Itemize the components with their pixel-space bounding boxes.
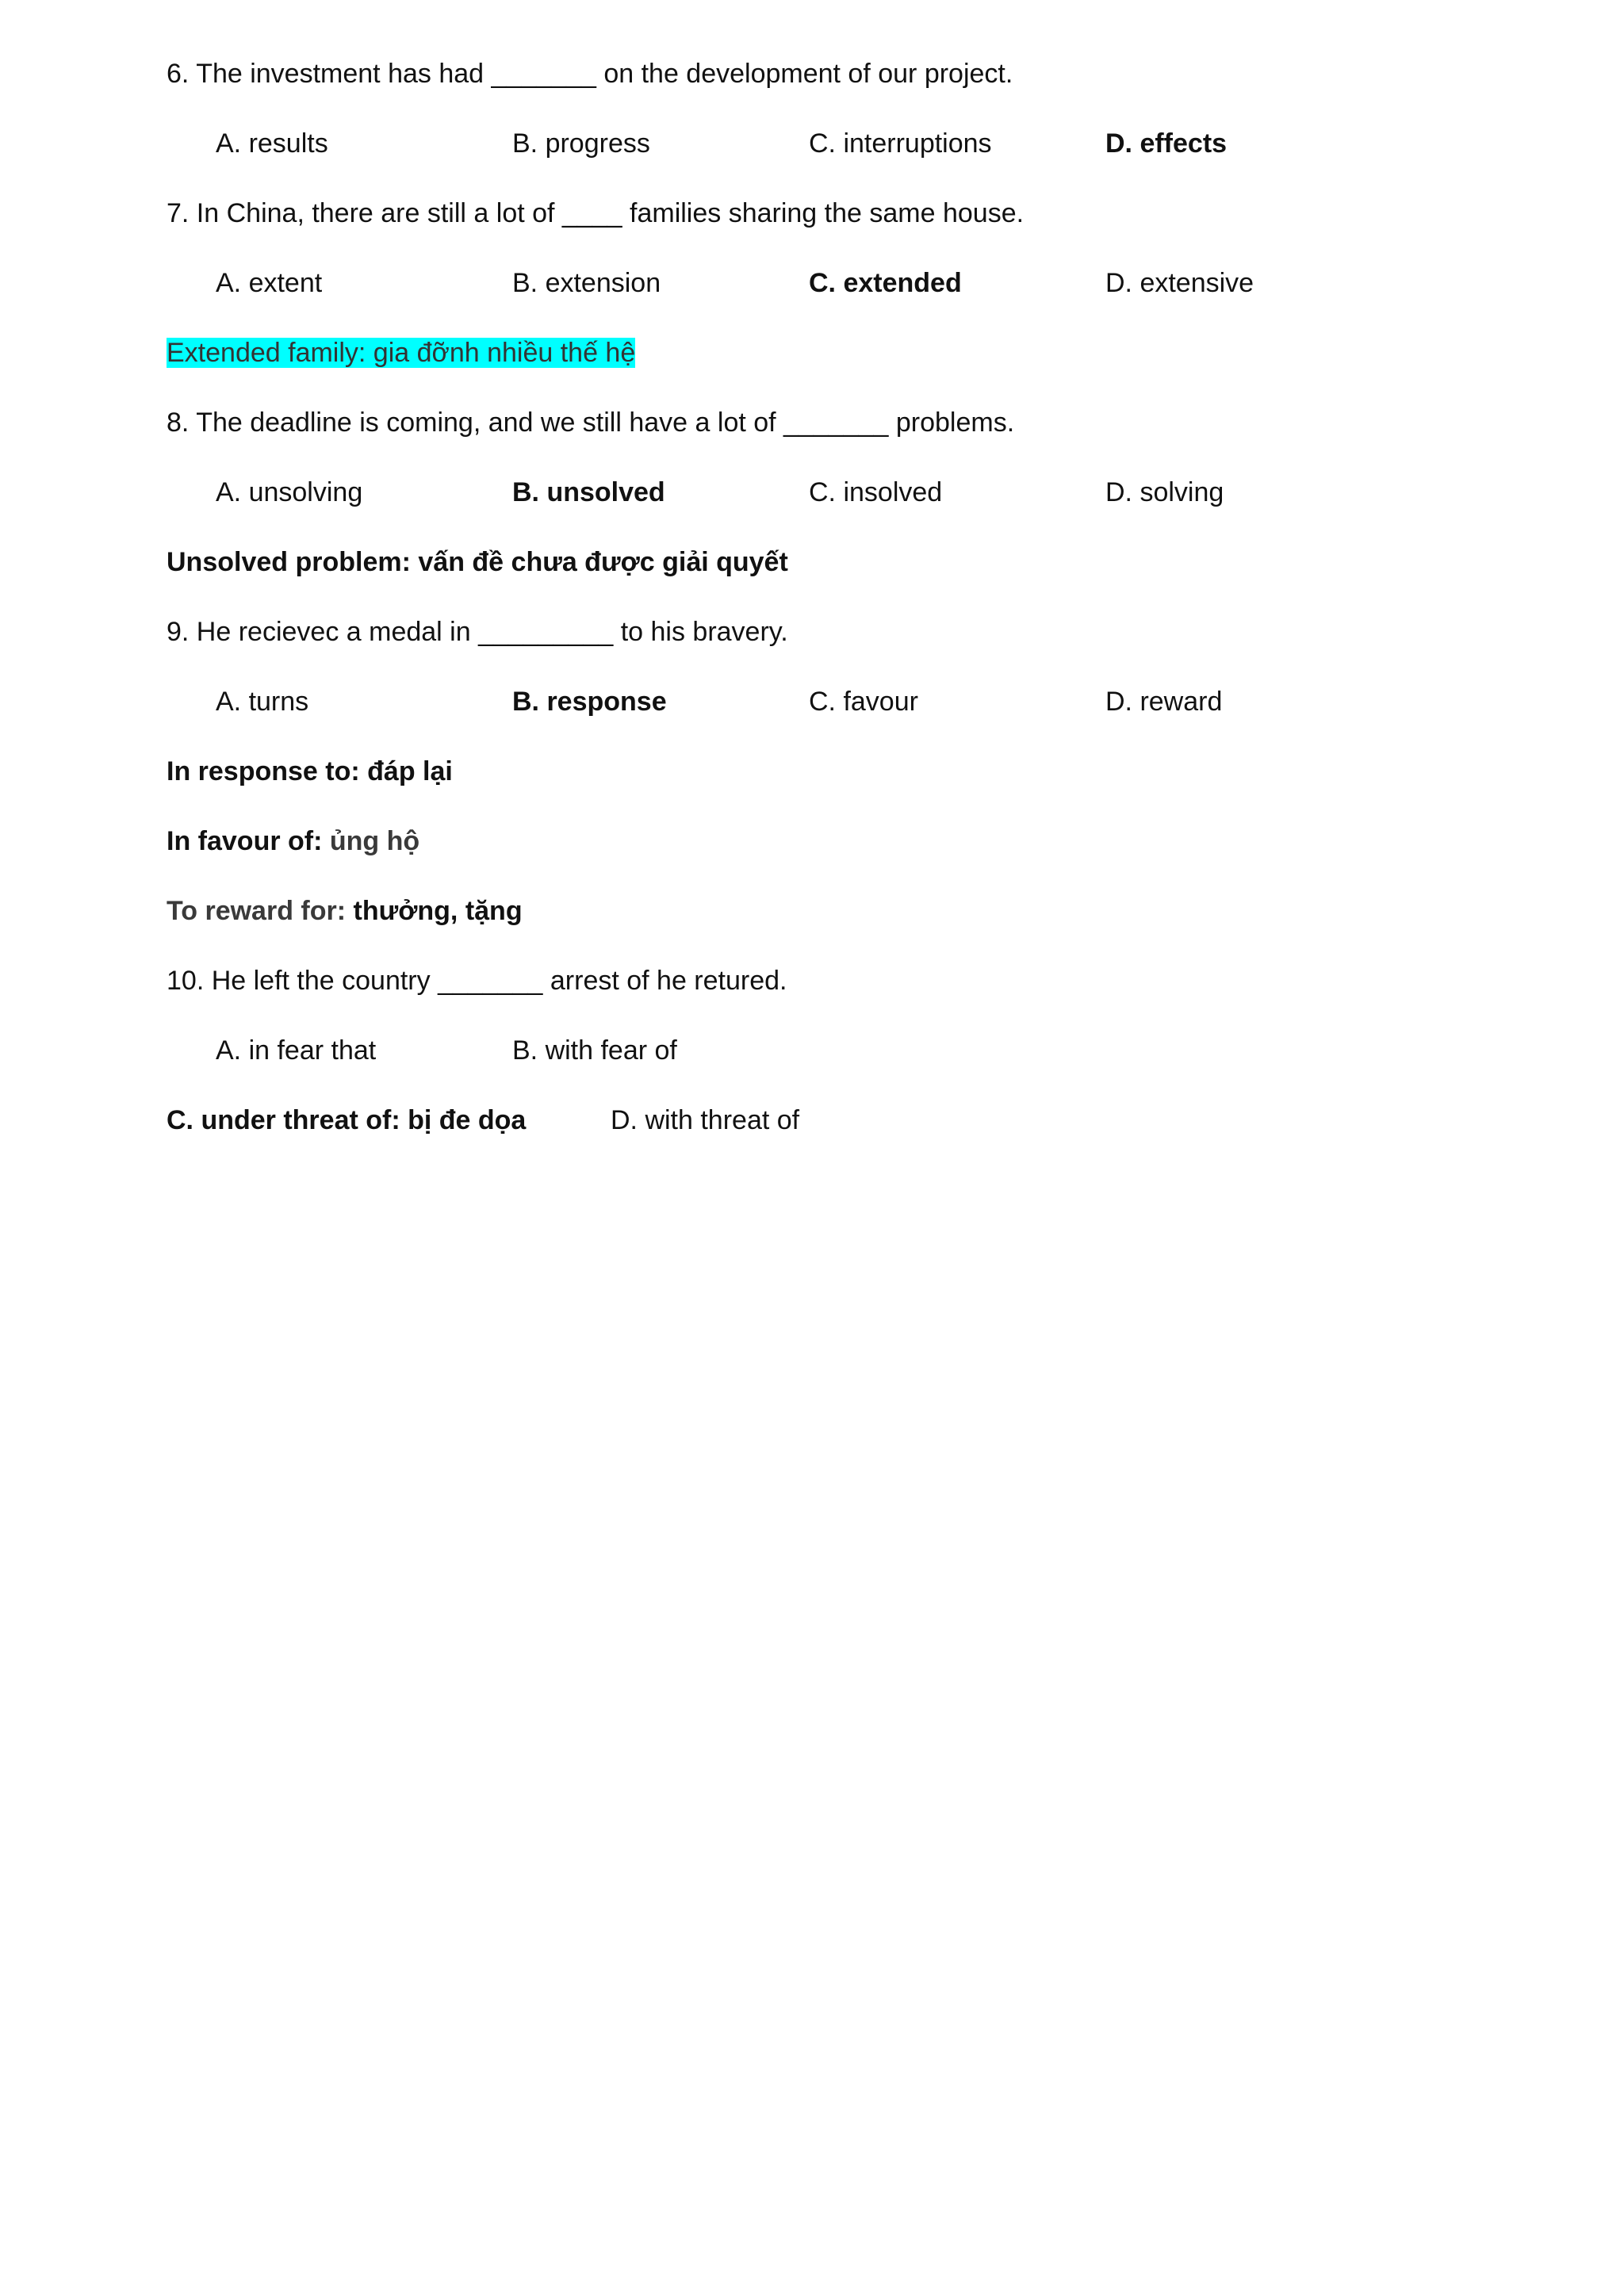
q7-option-b: B. extension [512,268,661,298]
q7-option-c-answer: C. extended [809,268,962,298]
question-9-options [0,684,1624,719]
question-7-options [0,266,1624,300]
question-10: 10. He left the country _______ arrest of he retured. [167,966,787,996]
question-9: 9. He recievec a medal in _________ to his bravery. [167,617,788,647]
question-8: 8. The deadline is coming, and we still have a lot of _______ problems. [167,408,1015,438]
question-7: 7. In China, there are still a lot of ____ families sharing the same house. [167,198,1025,228]
q9-note-reward-label: To reward for: [167,896,347,926]
q9-option-d: D. reward [1105,687,1223,717]
q7-option-a: A. extent [216,268,323,298]
q9-note-reward [167,894,523,928]
q8-option-d: D. solving [1105,477,1224,507]
q8-option-a: A. unsolving [216,477,363,507]
q8-option-c: C. insolved [809,477,943,507]
q7-note [167,335,635,370]
q9-option-b-answer: B. response [512,687,667,717]
q6-option-a: A. results [216,128,328,159]
q10-option-a: A. in fear that [216,1035,377,1066]
q8-note: Unsolved problem: vấn đề chưa được giải quyết [167,547,788,577]
q7-option-d: D. extensive [1105,268,1254,298]
q6-option-c: C. interruptions [809,128,992,159]
q10-option-c-answer: C. under threat of: bị đe dọa [167,1105,527,1135]
q6-option-d-answer: D. effects [1105,128,1228,159]
question-10-options-row2 [0,1103,1624,1138]
q9-option-a: A. turns [216,687,309,717]
question-10-options-row1 [0,1033,1624,1068]
q10-option-d: D. with threat of [611,1105,800,1135]
question-6: 6. The investment has had _______ on the development of our project. [167,59,1013,89]
q9-note-favour-text: ủng hộ [329,826,420,856]
q10-option-b: B. with fear of [512,1035,677,1066]
q7-highlighted-note: Extended family: gia đỡnh nhiều thế hệ [167,338,636,368]
question-6-options [0,126,1624,161]
q9-note-reward-text: thưởng, tặng [353,896,523,926]
q9-option-c: C. favour [809,687,918,717]
q6-option-b: B. progress [512,128,650,159]
q9-note-favour-label: In favour of: [167,826,323,856]
q9-note-response: In response to: đáp lại [167,756,453,786]
question-8-options [0,475,1624,510]
q9-note-favour [167,824,419,859]
q8-option-b-answer: B. unsolved [512,477,665,507]
